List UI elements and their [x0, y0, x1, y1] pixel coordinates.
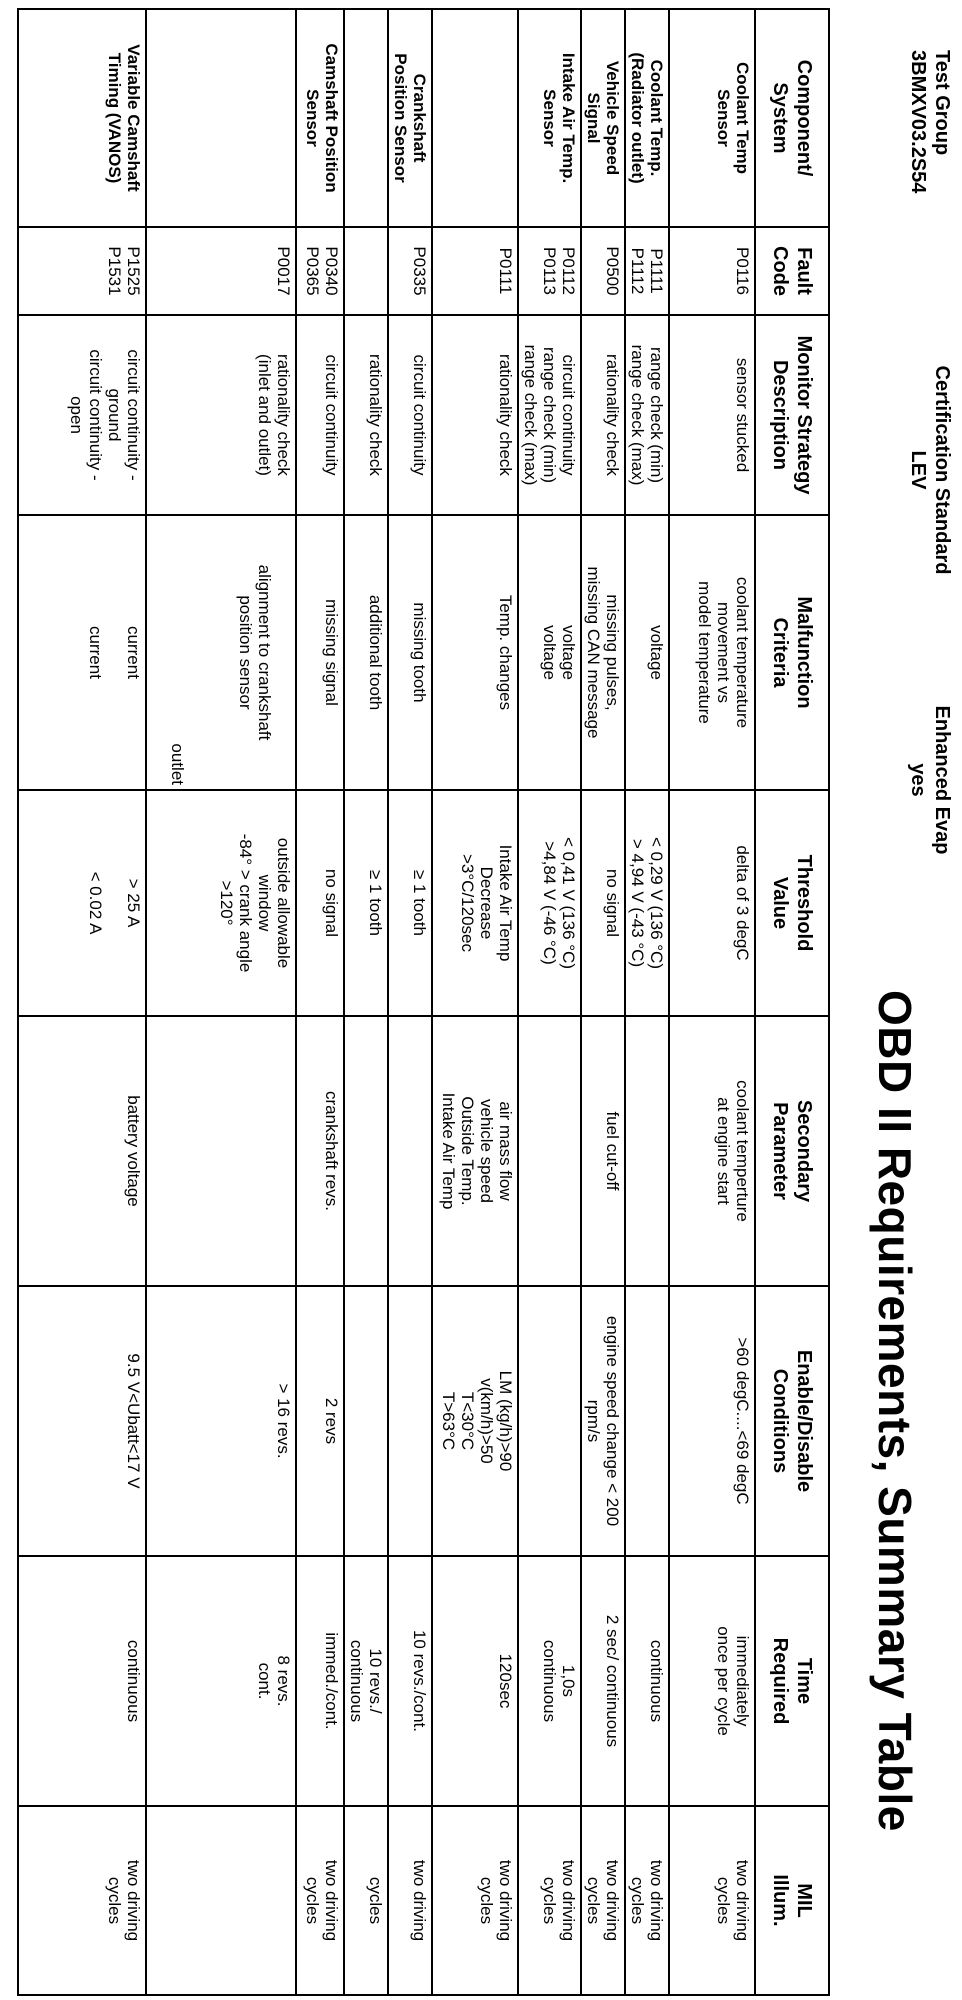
cell-threshold: Intake Air Temp Decrease >3°C/120sec	[432, 790, 518, 1016]
cell-malfunction: current current	[18, 515, 146, 790]
cell-time: immed./cont.	[296, 1556, 344, 1806]
cell-time: 2 sec/ continuous	[581, 1556, 625, 1806]
cell-malfunction: missing signal	[296, 515, 344, 790]
cell-component	[146, 9, 296, 227]
obd-summary-table	[17, 8, 830, 1996]
cell-time: continuous	[18, 1556, 146, 1806]
cell-monitor: circuit continuity	[296, 315, 344, 515]
cell-secondary: coolant temperture at engine start	[669, 1016, 755, 1286]
cell-mil: two driving cycles	[625, 1806, 669, 1995]
cell-component: Coolant Temp. (Radiator outlet)	[625, 9, 669, 227]
col-header-time-required: Time Required	[755, 1556, 829, 1806]
col-header-malfunction-criteria: Malfunction Criteria	[755, 515, 829, 790]
cell-monitor: range check (min) range check (max)	[625, 315, 669, 515]
cell-code: P0335	[388, 227, 432, 315]
table-row	[432, 9, 518, 1995]
cell-threshold: no signal	[296, 790, 344, 1016]
document-header	[830, 0, 962, 2000]
cell-enable	[344, 1286, 388, 1556]
malfunction-note: outlet	[168, 743, 187, 785]
col-header-enable-disable: Enable/Disable Conditions	[755, 1286, 829, 1556]
cell-malfunction	[146, 515, 296, 790]
col-header-component: Component/ System	[755, 9, 829, 227]
cell-secondary	[625, 1016, 669, 1286]
cell-monitor: rationality check (inlet and outlet)	[146, 315, 296, 515]
cell-enable	[625, 1286, 669, 1556]
cell-monitor: sensor stucked	[669, 315, 755, 515]
evap-label: Enhanced Evap	[931, 705, 953, 855]
cell-mil: two driving	[388, 1806, 432, 1995]
test-group-block	[906, 50, 954, 280]
table-row	[581, 9, 625, 1995]
cell-time: continuous	[625, 1556, 669, 1806]
cell-mil	[146, 1806, 296, 1995]
col-header-mil-illum: MIL Illum.	[755, 1806, 829, 1995]
cell-code: P0116	[669, 227, 755, 315]
cell-enable: >60 degC....<69 degC	[669, 1286, 755, 1556]
cell-malfunction: Temp. changes	[432, 515, 518, 790]
cell-code	[344, 227, 388, 315]
cell-enable: 9.5 V<Ubatt<17 V	[18, 1286, 146, 1556]
cell-monitor: circuit continuity range check (min) range check (max)	[518, 315, 581, 515]
cell-malfunction: coolant temperature movement vs model temperature	[669, 515, 755, 790]
evap-block	[906, 660, 954, 900]
cell-secondary: fuel cut-off	[581, 1016, 625, 1286]
cell-enable	[518, 1286, 581, 1556]
cell-monitor: circuit continuity	[388, 315, 432, 515]
cell-malfunction: additional tooth	[344, 515, 388, 790]
col-header-monitor-strategy: Monitor Strategy Description	[755, 315, 829, 515]
cell-enable: LM (kg/h)>90 v(km/h)>50 T<30°C T>63°C	[432, 1286, 518, 1556]
cell-time: 120sec	[432, 1556, 518, 1806]
cell-component	[344, 9, 388, 227]
cell-code: P0017	[146, 227, 296, 315]
cell-time: 10 revs./cont.	[388, 1556, 432, 1806]
cell-component: Camshaft Position Sensor	[296, 9, 344, 227]
cell-secondary: crankshaft revs.	[296, 1016, 344, 1286]
cell-component: Variable Camshaft Timing (VANOS)	[18, 9, 146, 227]
cell-secondary	[146, 1016, 296, 1286]
cell-monitor: rationality check	[581, 315, 625, 515]
cell-mil: two driving cycles	[296, 1806, 344, 1995]
cell-component: Intake Air Temp. Sensor	[518, 9, 581, 227]
cell-secondary	[388, 1016, 432, 1286]
cell-mil: two driving cycles	[518, 1806, 581, 1995]
table-row	[669, 9, 755, 1995]
table-row	[296, 9, 344, 1995]
cell-code: P1111 P1112	[625, 227, 669, 315]
cell-malfunction: missing pulses, missing CAN message	[581, 515, 625, 790]
cell-threshold: < 0,41 V (136 °C) >4,84 V (-46 °C)	[518, 790, 581, 1016]
cell-enable	[388, 1286, 432, 1556]
cell-code: P0500	[581, 227, 625, 315]
col-header-fault-code: Fault Code	[755, 227, 829, 315]
cell-enable: engine speed change < 200 rpm/s	[581, 1286, 625, 1556]
cell-threshold: outside allowable window -84° > crank angle >120°	[146, 790, 296, 1016]
cell-threshold: ≥ 1 tooth	[388, 790, 432, 1016]
cell-mil: cycles	[344, 1806, 388, 1995]
cell-monitor: rationality check	[344, 315, 388, 515]
cell-enable: 2 revs	[296, 1286, 344, 1556]
cell-threshold: < 0,29 V (136 °C) > 4,94 V (-43 °C)	[625, 790, 669, 1016]
cell-malfunction: voltage voltage	[518, 515, 581, 790]
cell-secondary	[518, 1016, 581, 1286]
test-group-value: 3BMXV03.2S54	[907, 50, 929, 194]
cell-threshold: ≥ 1 tooth	[344, 790, 388, 1016]
table-row	[344, 9, 388, 1995]
table-header-row	[755, 9, 829, 1995]
cell-code: P0340 P0365	[296, 227, 344, 315]
cell-time: 8 revs. cont.	[146, 1556, 296, 1806]
cell-threshold: delta of 3 degC	[669, 790, 755, 1016]
test-group-label: Test Group	[931, 50, 953, 156]
cell-component: Coolant Temp Sensor	[669, 9, 755, 227]
cell-code: P1525 P1531	[18, 227, 146, 315]
cell-threshold: no signal	[581, 790, 625, 1016]
page-title: OBD II Requirements, Summary Table	[869, 990, 921, 1832]
cell-enable: > 16 revs.	[146, 1286, 296, 1556]
cell-monitor: rationality check	[432, 315, 518, 515]
cell-mil: two driving cycles	[18, 1806, 146, 1995]
table-row	[625, 9, 669, 1995]
cell-monitor: circuit continuity - ground circuit continuity - open	[18, 315, 146, 515]
cell-component: Crankshaft Position Sensor	[388, 9, 432, 227]
table-row	[146, 9, 296, 1995]
cell-time: 1,0s continuous	[518, 1556, 581, 1806]
cell-time: immediately once per cycle	[669, 1556, 755, 1806]
col-header-secondary-parameter: Secondary Parameter	[755, 1016, 829, 1286]
cell-secondary: battery voltage	[18, 1016, 146, 1286]
table-row	[388, 9, 432, 1995]
cell-mil: two driving cycles	[669, 1806, 755, 1995]
evap-value: yes	[907, 763, 929, 797]
col-header-threshold-value: Threshold Value	[755, 790, 829, 1016]
table-row	[518, 9, 581, 1995]
cell-code: P0111	[432, 227, 518, 315]
cell-code: P0112 P0113	[518, 227, 581, 315]
certification-block	[906, 340, 954, 600]
table-row	[18, 9, 146, 1995]
cell-malfunction: missing tooth	[388, 515, 432, 790]
cell-time: 10 revs./ continuous	[344, 1556, 388, 1806]
cell-component	[432, 9, 518, 227]
certification-label: Certification Standard	[931, 365, 953, 575]
cell-secondary	[344, 1016, 388, 1286]
malfunction-text: alignment to crankshaft position sensor	[236, 564, 274, 741]
certification-value: LEV	[907, 450, 929, 490]
cell-component: Vehicle Speed Signal	[581, 9, 625, 227]
cell-malfunction: voltage	[625, 515, 669, 790]
cell-mil: two driving cycles	[581, 1806, 625, 1995]
cell-mil: two driving cycles	[432, 1806, 518, 1995]
cell-secondary: air mass flow vehicle speed Outside Temp. Intake Air Temp	[432, 1016, 518, 1286]
cell-threshold: > 25 A < 0.02 A	[18, 790, 146, 1016]
